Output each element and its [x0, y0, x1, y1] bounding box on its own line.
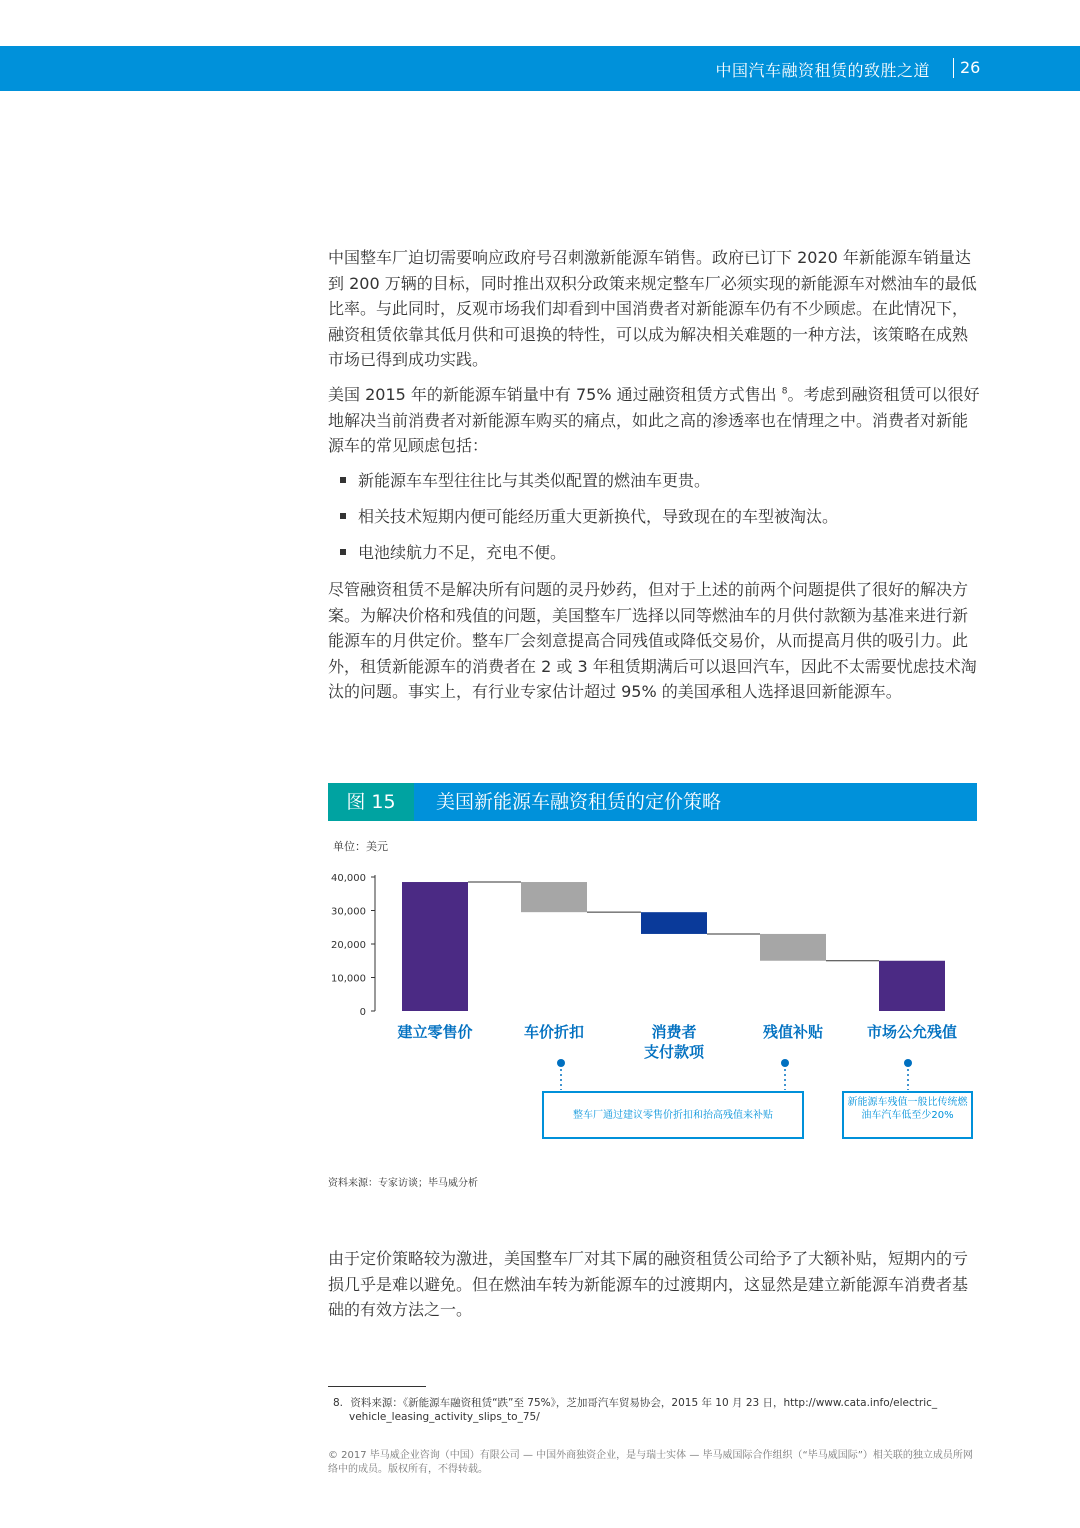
waterfall-chart — [320, 860, 1000, 1090]
figure-label: 图 15 — [328, 783, 414, 821]
paragraph-us-market-part2: 。考虑到融资租赁可以很好地解决当前消费者对新能源车购买的痛点，如此之高的渗透率也在情理之中。消费者对新能源车的常见顾虑包括： — [328, 385, 980, 455]
bar — [402, 882, 468, 1011]
figure-source: 资料来源：专家访谈；毕马威分析 — [328, 1178, 478, 1189]
bullet-square-icon — [340, 549, 346, 555]
y-tick-label: 20,000 — [331, 940, 366, 951]
bullet-square-icon — [340, 513, 346, 519]
y-tick-label: 40,000 — [331, 873, 366, 884]
footnote-divider — [328, 1386, 426, 1387]
category-label: 市场公允残值 — [866, 1023, 958, 1041]
bar — [521, 882, 587, 912]
category-label: 残值补贴 — [762, 1023, 824, 1041]
footnote-url[interactable]: vehicle_leasing_activity_slips_to_75/ — [349, 1411, 540, 1423]
footnote-ref[interactable]: 8 — [781, 386, 788, 397]
figure-title: 美国新能源车融资租赁的定价策略 — [436, 791, 722, 813]
category-label: 消费者 — [651, 1023, 697, 1041]
chart-unit-label: 单位：美元 — [333, 840, 388, 853]
copyright-notice: © 2017 毕马威企业咨询（中国）有限公司 — 中国外商独资企业，是与瑞士实体 — 毕马威国际合作组织（“毕马威国际”）相关联的独立成员所网络中的成员。版权所有，不得转载。 — [328, 1450, 973, 1475]
callout-marker-dot — [781, 1059, 789, 1067]
callout-marker-dot — [557, 1059, 565, 1067]
y-tick-label: 0 — [359, 1007, 366, 1018]
bar — [641, 912, 707, 934]
list-item-text: 电池续航力不足，充电不便。 — [358, 543, 567, 562]
callout-marker-dot — [904, 1059, 912, 1067]
y-tick-label: 10,000 — [331, 973, 366, 985]
list-item — [340, 468, 980, 504]
paragraph-solution: 尽管融资租赁不是解决所有问题的灵丹妙药，但对于上述的前两个问题提供了很好的解决方案。为解决价格和残值的问题，美国整车厂选择以同等燃油车的月供付款额为基准来进行新能源车的月供定价。整车厂会刻意提高合同残值或降低交易价，从而提高月供的吸引力。此外，租赁新能源车的消费者在 2 或 3 年租赁期满后可以退回汽车，因此不太需要忧虑技术淘汰的问题。事实上，有行业专家估计超过 95% 的美国承租人选择退回新能源车。 — [328, 580, 977, 701]
bar — [879, 961, 945, 1011]
paragraph-intro: 中国整车厂迫切需要响应政府号召刺激新能源车销售。政府已订下 2020 年新能源车销量达到 200 万辆的目标，同时推出双积分政策来规定整车厂必须实现的新能源车对燃油车的最低比率。与此同时，反观市场我们却看到中国消费者对新能源车仍有不少顾虑。在此情况下，融资租赁依靠其低月供和可退换的特性，可以成为解决相关难题的一种方法，该策略在成熟市场已得到成功实践。 — [328, 248, 977, 369]
paragraph-us-market — [328, 382, 980, 459]
list-item-text: 新能源车车型往往比与其类似配置的燃油车更贵。 — [358, 471, 711, 490]
list-item-text: 相关技术短期内便可能经历重大更新换代，导致现在的车型被淘汰。 — [358, 507, 839, 526]
bullet-square-icon — [340, 477, 346, 483]
header-divider — [953, 58, 954, 78]
figure-header — [328, 783, 977, 821]
paragraph-conclusion: 由于定价策略较为激进，美国整车厂对其下属的融资租赁公司给予了大额补贴，短期内的亏损几乎是难以避免。但在燃油车转为新能源车的过渡期内，这显然是建立新能源车消费者基础的有效方法之一。 — [328, 1249, 969, 1319]
page-number: 26 — [960, 58, 981, 77]
category-label: 支付款项 — [643, 1043, 705, 1061]
list-item — [340, 540, 980, 576]
callout-residual-note: 新能源车残值一般比传统燃油车汽车低至少20% — [842, 1091, 973, 1139]
header-bar — [0, 46, 1080, 91]
category-label: 建立零售价 — [397, 1023, 473, 1041]
footnote-number: 8. — [333, 1397, 344, 1409]
list-item — [340, 504, 980, 540]
footnote-text: 资料来源：《新能源车融资租赁“跌”至 75%》，芝加哥汽车贸易协会，2015 年 10 月 23 日，http://www.cata.info/electric_ — [350, 1397, 938, 1409]
footnote — [333, 1396, 973, 1424]
bar — [760, 934, 826, 961]
paragraph-us-market-part1: 美国 2015 年的新能源车销量中有 75% 通过融资租赁方式售出 — [328, 385, 782, 404]
callout-subsidy-note: 整车厂通过建议零售价折扣和抬高残值来补贴 — [542, 1091, 804, 1139]
concerns-list — [340, 468, 980, 576]
header-title: 中国汽车融资租赁的致胜之道 — [715, 61, 930, 80]
category-label: 车价折扣 — [523, 1023, 585, 1041]
y-tick-label: 30,000 — [331, 906, 366, 918]
